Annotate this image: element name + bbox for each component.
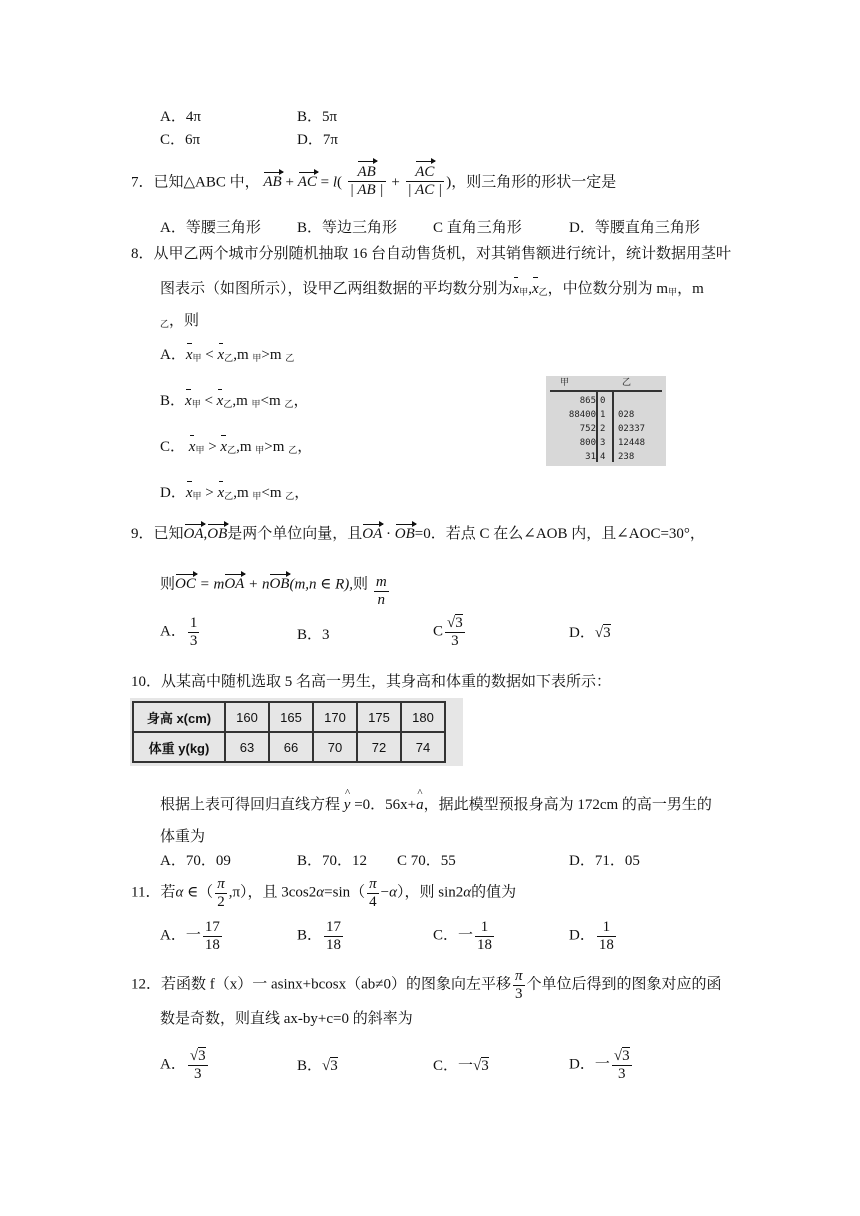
height-weight-table bbox=[130, 698, 463, 766]
stem-row-right: 028 bbox=[618, 410, 635, 420]
q6-option-b: B．5π bbox=[297, 109, 338, 125]
q12-line1: 12．若函数 f（x）一 asinx+bcosx（ab≠0）的图象向左平移 $\frac{\pi}{3}$ 个单位后得到的图象对应的函 bbox=[131, 968, 722, 1002]
stem-row-left: 88400 bbox=[568, 410, 596, 420]
stem-header-right: 乙 bbox=[622, 378, 632, 388]
q12-option-c: C．一√3 bbox=[433, 1058, 489, 1074]
table-row: 身高 x(cm) 160 165 170 175 180 bbox=[133, 702, 445, 732]
stem-header-left: 甲 bbox=[560, 378, 570, 388]
frac-m-n: $\frac{m}{n}$ bbox=[375, 574, 387, 608]
q9-line2: 则OC = mOA + nOB(m,n ∈ R),则 $\frac{m}{n}$ bbox=[160, 574, 387, 608]
q8-option-a: A．$x_甲 < x_乙,m$ $_甲$>m $_乙$ bbox=[160, 347, 295, 363]
stem-row-left: 752 bbox=[579, 424, 596, 434]
q7-option-c: C 直角三角形 bbox=[433, 220, 522, 236]
q6-option-a: A．4π bbox=[160, 109, 201, 125]
q8-option-b: B．$x_甲 < x_乙,m$ $_甲$<m $_乙$， bbox=[160, 393, 309, 409]
q10-line1: 10．从某高中随机选取 5 名高一男生，其身高和体重的数据如下表所示： bbox=[131, 674, 612, 690]
table-row: 体重 y(kg) 63 66 70 72 74 bbox=[133, 732, 445, 762]
q7-pre: 7．已知△ABC 中， bbox=[131, 174, 260, 191]
stem-row-right: 12448 bbox=[618, 438, 646, 448]
q8-line1: 8．从甲乙两个城市分别随机抽取 16 台自动售货机，对其销售额进行统计，统计数据用茎叶 bbox=[131, 246, 732, 262]
q11-option-d: D． $\frac{1}{18}$ bbox=[569, 919, 614, 953]
y-hat: ^ y bbox=[343, 787, 351, 813]
stem-row-stem: 1 bbox=[600, 410, 606, 420]
q8-line3: $_乙$，则 bbox=[160, 313, 200, 329]
q10-option-b: B．70．12 bbox=[297, 853, 368, 869]
q10-line2: 根据上表可得回归直线方程 ^ y =0．56x+ ^ a，据此模型预报身高为 172cm 的高一男生的 bbox=[160, 787, 712, 813]
q11-option-c: C．一 $\frac{1}{18}$ bbox=[433, 919, 493, 953]
frac-ab: $\frac{AB}{| AB |}$ bbox=[349, 164, 384, 198]
q12-option-b: B．√3 bbox=[297, 1058, 338, 1074]
q6-option-c: C．6π bbox=[160, 132, 201, 148]
q11-option-b: B． $\frac{17}{18}$ bbox=[297, 919, 342, 953]
frac-ac: $\frac{AC}{| AC |}$ bbox=[407, 164, 443, 198]
q7-l: l bbox=[332, 174, 337, 191]
q10-option-a: A．70．09 bbox=[160, 853, 231, 869]
stem-row-stem: 0 bbox=[600, 396, 606, 406]
stem-row-right: 02337 bbox=[618, 424, 646, 434]
q9-option-b: B．3 bbox=[297, 627, 330, 643]
q10-option-d: D．71．05 bbox=[569, 853, 640, 869]
vec-ab: AB bbox=[263, 174, 282, 191]
q11-option-a: A．一 $\frac{17}{18}$ bbox=[160, 919, 220, 953]
stem-row-stem: 4 bbox=[600, 452, 606, 462]
q10-line3: 体重为 bbox=[160, 829, 206, 845]
vec-ac: AC bbox=[297, 174, 317, 191]
q7-stem: 7．已知△ABC 中， AB + AC = l( $\frac{AB}{| AB |}$ + $\frac{AC}{| AC |}$ )，则三角形的形状一定是 bbox=[131, 164, 617, 198]
q10-option-c: C 70．55 bbox=[397, 853, 456, 869]
q8-option-c: C． $x_甲 > x_乙,m$ $_甲$>m $_乙$， bbox=[160, 439, 313, 455]
stem-row-stem: 2 bbox=[600, 424, 606, 434]
stem-row-right: 238 bbox=[618, 452, 635, 462]
q12-option-d: D．一 $\frac{√3}{3}$ bbox=[569, 1048, 630, 1082]
q12-option-a: A． $\frac{√3}{3}$ bbox=[160, 1048, 206, 1082]
q6-option-d: D．7π bbox=[297, 132, 338, 148]
stem-leaf-plot bbox=[546, 376, 666, 466]
q8-line2: 图表示（如图所示），设甲乙两组数据的平均数分别为$x_甲,x_乙$，中位数分别为 $m_甲$，m bbox=[160, 281, 704, 297]
q9-option-a: A． $\frac{1}{3}$ bbox=[160, 615, 198, 649]
q7-option-a: A．等腰三角形 bbox=[160, 220, 261, 236]
stem-row-stem: 3 bbox=[600, 438, 606, 448]
q8-option-d: D．$x_甲 > x_乙,m$ $_甲$<m $_乙$， bbox=[160, 485, 310, 501]
stem-row-left: 31 bbox=[585, 452, 596, 462]
a-hat: ^ a bbox=[416, 787, 424, 813]
q9-option-c: C $\frac{√3}{3}$ bbox=[433, 615, 463, 649]
stem-row-left: 865 bbox=[579, 396, 596, 406]
q12-line2: 数是奇数，则直线 ax-by+c=0 的斜率为 bbox=[160, 1011, 413, 1027]
stem-row-left: 800 bbox=[579, 438, 596, 448]
q7-option-b: B．等边三角形 bbox=[297, 220, 398, 236]
q9-line1: 9．已知OA,OB是两个单位向量，且OA · OB=0．若点 C 在么∠AOB 内，且∠AOC=30°， bbox=[131, 526, 705, 542]
q11-stem: 11．若α ∈（ $\frac{\pi}{2}$ ,π），且 3cos2α=sin（ $\frac{\pi}{4}$ −α），则 sin2α的值为 bbox=[131, 876, 517, 910]
q9-option-d: D．√3 bbox=[569, 625, 611, 641]
q7-option-d: D．等腰直角三角形 bbox=[569, 220, 700, 236]
